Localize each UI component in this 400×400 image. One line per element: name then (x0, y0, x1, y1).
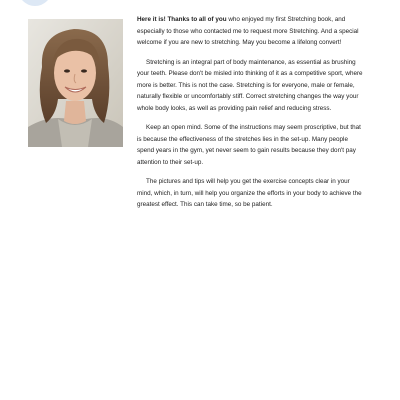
author-photo (28, 19, 123, 147)
intro-text (137, 14, 365, 219)
corner-decoration (18, 0, 52, 6)
intro-paragraph (137, 14, 365, 49)
intro-rest: who enjoyed my first Stretching book, and especially to those who contacted me to request more Stretching. And a special welcome if you are new to stretching. May you become a lifelong convert! (137, 16, 359, 46)
body-paragraph-1: Stretching is an integral part of body maintenance, as essential as brushing your teeth. Please don't be misled into thinking of it as a competitive sport, where more is better. This is not the case. Stretching is for everyone, male or female, naturally flexible or uncomfortably stiff. Correct stretching changes the way your whole body looks, as well as providing pain relief and reducing stress. (137, 58, 363, 112)
body-paragraph-2: Keep an open mind. Some of the instructions may seem proscriptive, but that is because the effectiveness of the stretches lies in the set-up. Many people spend years in the gym, yet never seem to gain results because they don't pay attention to their set-up. (137, 124, 361, 166)
author-portrait (28, 19, 123, 147)
body-paragraph-3: The pictures and tips will help you get the exercise concepts clear in your mind, which, in turn, will help you organize the efforts in your body to achieve the greatest effect. This can take time, so be patient. (137, 178, 362, 208)
intro-lead: Here it is! Thanks to all of you (137, 16, 227, 23)
